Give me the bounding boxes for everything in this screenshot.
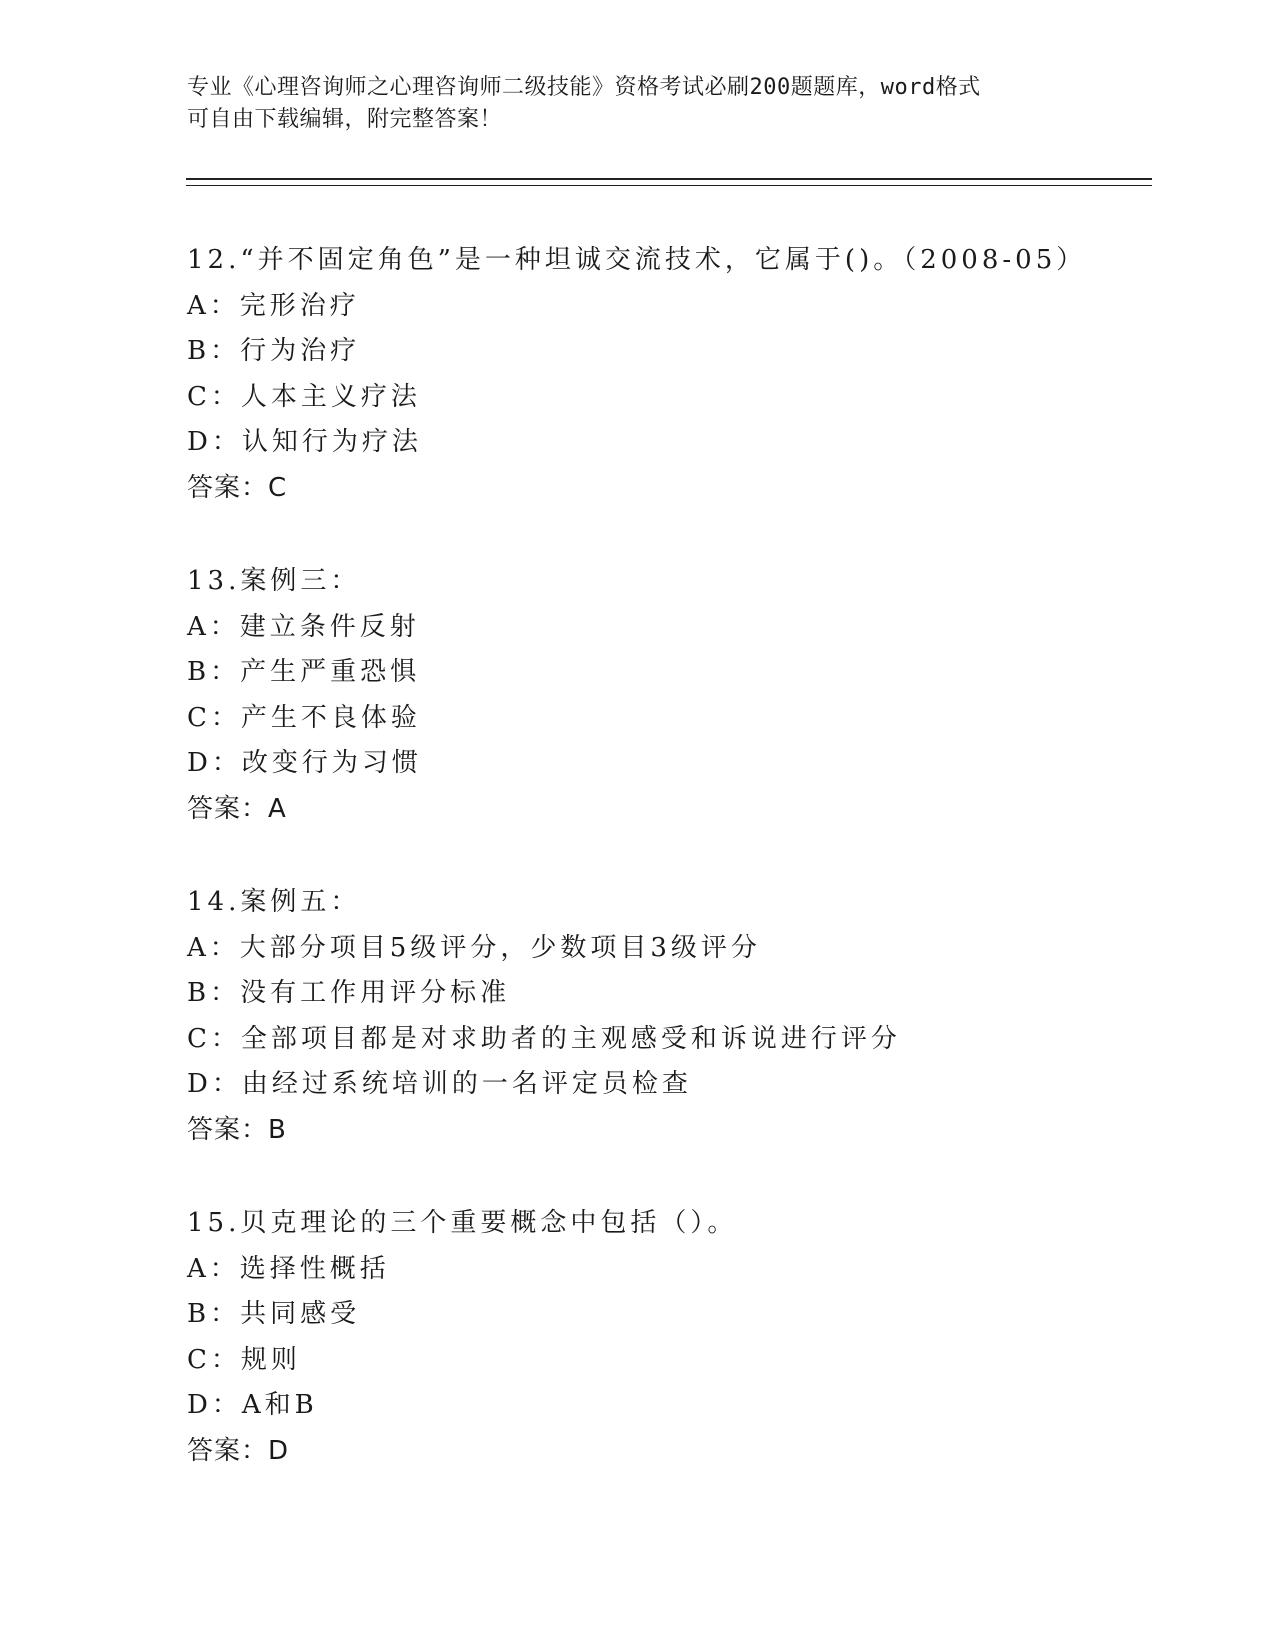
option-b: B：没有工作用评分标准 (187, 978, 511, 1008)
option-b: B：行为治疗 (187, 336, 361, 366)
question-item (187, 880, 1187, 1153)
option-d: D：改变行为习惯 (187, 748, 422, 778)
option-d: D：A和B (187, 1390, 318, 1420)
question-item (187, 238, 1187, 511)
option-d: D：由经过系统培训的一名评定员检查 (187, 1069, 692, 1099)
answer-line: 答案：A (187, 793, 287, 824)
option-b: B：共同感受 (187, 1299, 361, 1329)
header-title-line-1: 专业《心理咨询师之心理咨询师二级技能》资格考试必刷200题题库，word格式 (187, 75, 981, 100)
option-d: D：认知行为疗法 (187, 427, 422, 457)
option-c: C：全部项目都是对求助者的主观感受和诉说进行评分 (187, 1023, 901, 1054)
question-stem: 14.案例五： (187, 887, 361, 917)
question-list (187, 238, 1187, 1522)
question-stem: 13.案例三： (187, 566, 361, 596)
option-a: A：建立条件反射 (187, 611, 420, 642)
question-item (187, 1201, 1187, 1474)
option-c: C：规则 (187, 1344, 301, 1375)
option-c: C：人本主义疗法 (187, 381, 421, 412)
header-divider (186, 178, 1152, 186)
option-a: A：完形治疗 (187, 290, 360, 321)
option-a: A：大部分项目5级评分，少数项目3级评分 (187, 932, 761, 963)
document-header (187, 72, 1087, 136)
header-title-line-2: 可自由下载编辑，附完整答案！ (187, 107, 503, 132)
question-stem: 15.贝克理论的三个重要概念中包括（）。 (187, 1208, 738, 1238)
answer-line: 答案：D (187, 1435, 290, 1466)
answer-line: 答案：B (187, 1114, 287, 1145)
question-item (187, 559, 1187, 832)
question-stem: 12.“并不固定角色”是一种坦诚交流技术，它属于()。（2008-05） (187, 245, 1087, 275)
option-a: A：选择性概括 (187, 1253, 390, 1284)
option-c: C：产生不良体验 (187, 702, 421, 733)
answer-line: 答案：C (187, 472, 288, 503)
option-b: B：产生严重恐惧 (187, 657, 421, 687)
